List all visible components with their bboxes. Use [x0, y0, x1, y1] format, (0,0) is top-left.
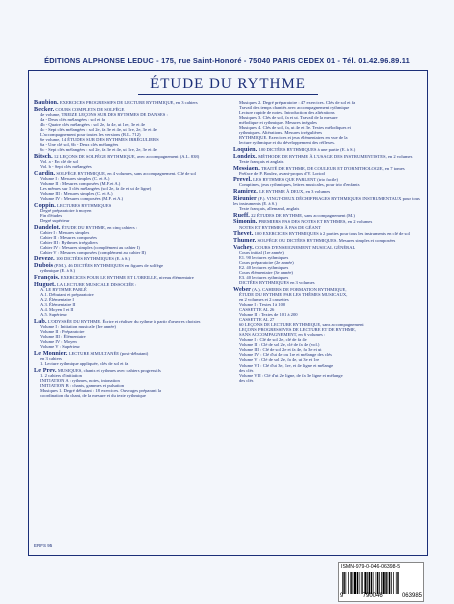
entry-title: (P.M.). 46 DICTÉES RYTHMIQUES en figures de solfège: [54, 263, 164, 269]
left-column: [34, 100, 227, 400]
barcode-bar: [362, 572, 363, 594]
entry-line: Cahier I : Mesures simples: [40, 229, 90, 235]
entry-line: A.3. Élémentaire II: [40, 301, 76, 307]
entry-line: Fin d'études: [40, 212, 63, 218]
entry-line: Travail des temps chantés avec accompagnement rythmique: [239, 105, 350, 111]
entry-line: 4e volume, TREIZE LEÇONS SUR DES RYTHMES DE DANSES :: [40, 111, 168, 117]
entry-line: rythmique (E. à S.): [40, 268, 76, 274]
entry-author: Baubion.: [34, 99, 59, 106]
entry-author: Loquien.: [233, 146, 258, 154]
entry-line: Degré supérieur: [40, 217, 70, 223]
entry-title: EXERCICES POUR LE RYTHME ET L'OREILLE, niveau élémentaire: [60, 275, 194, 280]
entry-line: Vol. a - En clé de sol: [40, 158, 79, 164]
catalog-entry: [233, 177, 423, 187]
barcode-bar: [346, 572, 347, 594]
barcode-bar: [353, 572, 354, 594]
entry-heading: [233, 213, 423, 218]
catalog-entry: [233, 213, 423, 218]
entry-author: Rieunier: [233, 194, 257, 202]
entry-line: Lecture rapide de notes. Introduction des altérations: [239, 110, 335, 116]
barcode-bar: [364, 572, 366, 594]
catalog-entry: [233, 238, 423, 243]
entry-line: E3. 40 lectures rythmiques: [239, 275, 289, 281]
entry-author: François.: [34, 274, 60, 281]
entry-author: Cardin.: [34, 169, 56, 177]
entry-title: 100 DICTÉES RYTHMIQUES à une partie (E. à S.): [258, 147, 356, 153]
entry-title: L'ODYSSÉE DU RYTHME. Écrire et réaliser du rythme à partir d'œuvres choisies: [47, 318, 201, 324]
entry-heading: [233, 166, 423, 171]
catalog-entry: [233, 147, 423, 152]
entry-author: Coppin.: [34, 201, 56, 209]
entry-line: Volume III : Mesures simples (C. et A.): [40, 190, 113, 196]
entry-title: 100 DICTÉES RYTHMIQUES (E. à S.): [55, 256, 131, 262]
entry-heading: [233, 196, 423, 206]
entry-line: Volume I : Clé de sol 2e, clé de fa 4e: [239, 337, 307, 343]
barcode-bar: [342, 572, 343, 594]
entry-line: Cours élémentaire (3e année): [239, 269, 293, 275]
barcode-bar: [369, 572, 370, 594]
entry-line: Cours préparatoire (2e année): [239, 259, 294, 265]
publisher-header: ÉDITIONS ALPHONSE LEDUC - 175, rue Saint-Honoré - 75040 PARIS CEDEX 01 - Tél. 01.42.96.89.11: [44, 56, 410, 65]
barcode-bar: [354, 572, 356, 594]
catalog-entry: [34, 203, 227, 223]
entry-heading: [233, 189, 423, 194]
entry-line: Les mêmes sur 3 clés mélangées (sol 2e, fa 4e et ut 4e ligne): [40, 185, 152, 191]
entry-line: Volume II : Textes de 101 à 200: [239, 312, 298, 318]
isbn-text: ISMN-979-0-046-06398-5: [341, 564, 401, 570]
entry-line: 6a - Une clé sol, 6b - Deux clés mélangées: [40, 142, 119, 148]
ean-right: 063985: [401, 593, 422, 599]
barcode-bar: [376, 572, 377, 594]
catalog-entry: [34, 154, 227, 169]
entry-title: LECTURES RYTHMIQUES: [57, 202, 112, 208]
catalog-entry: [233, 100, 423, 145]
entry-line: Préface de P. Boulez, avant-propos d'Y. Loriod: [239, 170, 325, 176]
barcode-bar: [343, 572, 344, 594]
entry-heading: [233, 238, 423, 243]
entry-heading: [233, 147, 423, 152]
entry-line: 6c - Sept clés mélangées : sol 2e, fa 3e et 4e, ut 1re, 2e, 3e et 4e: [40, 147, 157, 153]
entry-line: RYTHMIQUE. Exercices et jeux élémentaires en vue de la: [239, 135, 348, 141]
entry-title: MÉTHODE DE RYTHME À L'USAGE DES INSTRUMENTISTES, en 2 volumes: [258, 153, 413, 159]
entry-line: 6e volume, 14 ÉTUDES SUR DES RYTHMES IRRÉGULIERS: [40, 137, 159, 143]
entry-line: Volume IV : Clé d'ut 4e ou 1re et mélange des clés: [239, 352, 332, 358]
entry-line: Volume IV : Mesures composées (M.F. et A.): [40, 195, 124, 201]
entry-line: Volume IV : Moyen: [40, 338, 77, 344]
entry-line: INITIATION A : rythmes, notes, intonation: [40, 377, 120, 383]
catalog-entry: [233, 166, 423, 176]
entry-line: mélodique et rythmique. Mesures inégales: [239, 120, 317, 126]
entry-line: Volume V : Clé de sol 2e, fa 4e, ut 3e et 1re: [239, 357, 320, 363]
barcode-bar: [391, 572, 392, 594]
barcode-bar: [377, 572, 378, 594]
entry-title: 12 LEÇONS DE SOLFÈGE RYTHMIQUE, avec accompagnement (A.L. 838): [53, 153, 200, 159]
entry-line: coordination du chant, de la mesure et du texte rythmique: [40, 392, 146, 398]
entry-title: COURS COMPLETS DE SOLFÈGE: [55, 106, 125, 112]
entry-line: 4b - Quatre clés mélangées : sol 2e, fa 4e, ut 1re, 3e et 4e: [40, 121, 145, 127]
entry-line: Comptines, jeux rythmiques, lettres musicales, pour trio d'enfants: [239, 182, 360, 188]
entry-line: Volume I : Mesures simples (C. et A.): [40, 175, 110, 181]
catalog-entry: [34, 100, 227, 105]
entry-line: Volume I : Textes I à 100: [239, 301, 286, 307]
catalog-entry: [233, 196, 423, 211]
entry-line: SANS ACCOMPAGNEMENT, en 6 volumes :: [239, 332, 326, 338]
entry-author: Dandelot.: [34, 223, 61, 231]
entry-line: des clés: [239, 377, 254, 383]
entry-line: Volume III : Élémentaire: [40, 333, 86, 339]
entry-line: rythmiques. Altérations. Mesures irrégulières: [239, 130, 323, 136]
entry-line: Cahier II : Mesures composées: [40, 234, 97, 240]
catalog-entry: [233, 231, 423, 236]
entry-heading: [34, 256, 227, 261]
entry-line: Texte français et anglais: [239, 158, 284, 164]
entry-line: ÉTUDE DU RYTHME PAR LES THÈMES MUSICAUX,: [239, 291, 348, 297]
barcode-bar: [396, 572, 397, 594]
entry-line: 1. 2 cahiers d'initiation: [40, 372, 82, 378]
catalog-entry: [34, 171, 227, 201]
catalog-entry: [34, 351, 227, 366]
catalog-entry: [34, 225, 227, 255]
entry-author: Dubois: [34, 262, 54, 270]
entry-line: Volume II : Mesures composées (M.F.et A.): [40, 180, 121, 186]
barcode-bar: [389, 572, 390, 594]
page-title: ÉTUDE DU RYTHME: [28, 76, 428, 95]
entry-line: Musiques 3. Clés de sol, fa et ut. Travail de la mesure: [239, 115, 338, 121]
catalog-entry: [34, 319, 227, 349]
catalog-entry: [233, 219, 423, 229]
entry-line: Volume II : Clé de sol 2e, clé de fa 4e (vol.): [239, 342, 320, 348]
entry-author: Le Prev.: [34, 366, 57, 374]
entry-line: Volume III : Clé de sol 2e et fa 4e, fa 3e et ut: [239, 347, 322, 353]
entry-author: Rueff.: [233, 211, 250, 219]
barcode-bar: [350, 572, 351, 594]
catalog-entry: [34, 256, 227, 261]
catalog-entry: [233, 189, 423, 194]
entry-line: Volume V : Supérieur: [40, 343, 80, 349]
catalog-entry: [34, 263, 227, 273]
entry-title: LE RYTHME À DEUX, en 3 volumes: [259, 189, 331, 195]
entry-title: (A.). CAHIERS DE FORMATION RYTHMIQUE,: [252, 286, 347, 292]
entry-title: LA LECTURE MUSICALE DISSOCIÉE :: [57, 281, 137, 287]
entry-author: Huguet.: [34, 280, 56, 288]
entry-title: LES RYTHMES QUE PARLENT (trio facile): [253, 177, 338, 183]
catalog-entry: [34, 107, 227, 152]
catalog-entry: [233, 245, 423, 285]
entry-title: (F.). VINGT-DEUX DÉCHIFFRAGES RYTHMIQUES INSTRUMENTAUX pour tous les instruments (E. à S.): [233, 195, 420, 206]
entry-author: Prevel.: [233, 176, 252, 184]
entry-title: SOLFÈGE RYTHMIQUE, en 4 volumes, sans accompagnement. Clé de sol: [56, 170, 196, 176]
barcode-bar: [397, 572, 398, 594]
entry-line: Musiques 4. Clés de sol, fa, ut 4e et 3e. Textes mélodiques et: [239, 125, 351, 131]
entry-author: Lab.: [34, 317, 47, 325]
entry-title: 22 ÉTUDES DE RYTHME, sans accompagnement (M.): [251, 212, 355, 218]
catalog-entry: [34, 282, 227, 317]
catalog-code: ERFS 95: [34, 543, 53, 548]
entry-line: E2. 40 lectures rythmiques: [239, 264, 289, 270]
ean-left: 790046: [362, 593, 383, 599]
entry-line: Degré préparatoire à moyen: [40, 207, 92, 213]
entry-author: Le Monnier.: [34, 349, 68, 357]
catalog-entry: [233, 154, 423, 164]
entry-line: Cahier IV : Mesures simples (complément au cahier I): [40, 244, 140, 250]
barcode-bar: [367, 572, 368, 594]
entry-line: 1. Lecture rythmique appliquée, clés de sol et fa: [40, 360, 129, 366]
barcode-bar: [373, 572, 374, 594]
barcode-bar: [348, 572, 349, 594]
entry-heading: [34, 275, 227, 280]
entry-title: EXERCICES PROGRESSIFS DE LECTURE RYTHMIQUE, en 3 cahiers: [59, 100, 198, 105]
barcode-bar: [361, 572, 362, 594]
entry-author: Thumer.: [233, 237, 257, 244]
barcode-bar: [359, 572, 360, 594]
entry-line: Volume II : Préparatoire: [40, 328, 85, 334]
entry-line: NOTES ET RYTHMES À PAS DE GÉANT: [239, 224, 321, 230]
entry-line: L'accompagnement pour toutes les versions (B.L. 712): [40, 131, 141, 137]
barcode-bar: [383, 572, 385, 594]
barcode-bar: [385, 572, 386, 594]
entry-line: A.4. Moyen I et II: [40, 306, 74, 312]
entry-line: LEÇONS PROGRESSIVES DE LECTURE ET DE RYTHME,: [239, 327, 356, 333]
barcode-bar: [388, 572, 389, 594]
entry-line: 4c - Sept clés mélangées : sol 2e, fa 3e et 4e, ut 1re, 2e, 3e et 4e: [40, 126, 157, 132]
entry-line: A.2. Élémentaire I: [40, 296, 74, 302]
entry-line: INITIATION B : chants, gammes et pulsation: [40, 382, 125, 388]
entry-author: Weber: [233, 285, 252, 293]
entry-title: SOLFÈGE OU DICTÉES RYTHMIQUES. Mesures simples et composées: [257, 238, 396, 243]
entry-line: 4a - Deux clés mélangées : sol et fa: [40, 116, 106, 122]
entry-title: 100 EXERCICES RYTHMIQUES à 2 parties pour tous les instruments en clé de sol: [254, 231, 410, 237]
entry-line: A.1. Débutant et préparatoire: [40, 291, 94, 297]
barcode-bar: [381, 572, 382, 594]
entry-line: Cahier V : Mesures composées (complément au cahier II): [40, 249, 146, 255]
entry-line: en 3 cahiers: [40, 355, 62, 361]
catalog-entry: [34, 275, 227, 280]
entry-author: Becker.: [34, 105, 55, 113]
entry-title: PREMIERS PAS DES NOTES ET RYTHMES, en 2 volumes: [258, 219, 373, 225]
barcode-bar: [393, 572, 394, 594]
entry-author: Thevet.: [233, 230, 254, 238]
entry-title: LECTURE SIMULTANÉE (post-débutant): [68, 350, 149, 356]
entry-line: Musiques 2. Degré préparatoire : 47 exercices. Clés de sol et fa: [239, 100, 356, 105]
barcode-icon: [342, 572, 422, 594]
right-column: [233, 100, 423, 384]
entry-author: Bitsch.: [34, 152, 53, 160]
barcode-bar: [379, 572, 380, 594]
catalog-entry: [233, 287, 423, 383]
entry-line: A.5. Supérieur: [40, 312, 67, 318]
entry-title: MUSIQUES, chants et rythmes avec cahiers progressifs: [57, 367, 161, 373]
entry-line: DICTÉES RYTHMIQUES en 3 volumes: [239, 280, 315, 286]
entry-line: Volume VII : Clé d'ut 2e ligne, de fa 3e ligne et mélange: [239, 372, 343, 378]
entry-line: Cours initial (1re année): [239, 249, 284, 255]
entry-author: Simonin.: [233, 218, 258, 226]
entry-author: Londeix.: [233, 152, 258, 160]
entry-author: Vachey.: [233, 243, 254, 251]
entry-author: Deveze.: [34, 255, 55, 263]
entry-title: TRAITÉ DE RYTHME, DE COULEUR ET D'ORNITHOLOGIE, en 7 tomes: [260, 165, 405, 171]
entry-line: Vol. b - Sept clés mélangées: [40, 163, 92, 169]
entry-title: ÉTUDE DU RYTHME, en cinq cahiers :: [61, 224, 138, 230]
entry-line: CASSETTE AL 27: [239, 317, 275, 323]
entry-heading: [34, 100, 227, 105]
entry-line: Musiques 1. Degré débutant : 18 exercices. Ouvrages préparant la: [40, 387, 162, 393]
entry-line: A. LE RYTHME PARLÉ: [40, 286, 87, 292]
entry-line: CASSETTE AL 26: [239, 306, 275, 312]
entry-line: Volume VI : Clé d'ut 3e, 1re, et 4e ligne et mélange: [239, 362, 334, 368]
catalog-entry: [34, 368, 227, 398]
entry-line: en 2 volumes et 2 cassettes: [239, 296, 289, 302]
entry-line: 60 LEÇONS DE LECTURE RYTHMIQUE, sans accompagnement: [239, 322, 364, 328]
entry-line: lecture rythmique et du développement des réflexes.: [239, 140, 336, 146]
entry-line: E1. 90 lectures rythmiques: [239, 254, 289, 260]
ean-digits: [338, 593, 424, 599]
barcode-bar: [371, 572, 372, 594]
barcode-bar: [357, 572, 358, 594]
entry-title: COURS D'ENSEIGNEMENT MUSICAL GÉNÉRAL: [255, 244, 356, 250]
entry-author: Messiaen.: [233, 164, 260, 172]
ean-lead: 9: [340, 593, 344, 599]
entry-line: Cahier III : Rythmes irréguliers: [40, 239, 98, 245]
entry-author: Ramirez.: [233, 188, 258, 196]
entry-heading: [233, 231, 423, 236]
entry-line: Volume I : Initiation musicale (Ire année): [40, 323, 116, 329]
entry-line: Texte français, allemand, anglais: [239, 206, 300, 212]
entry-line: des clés: [239, 367, 254, 373]
